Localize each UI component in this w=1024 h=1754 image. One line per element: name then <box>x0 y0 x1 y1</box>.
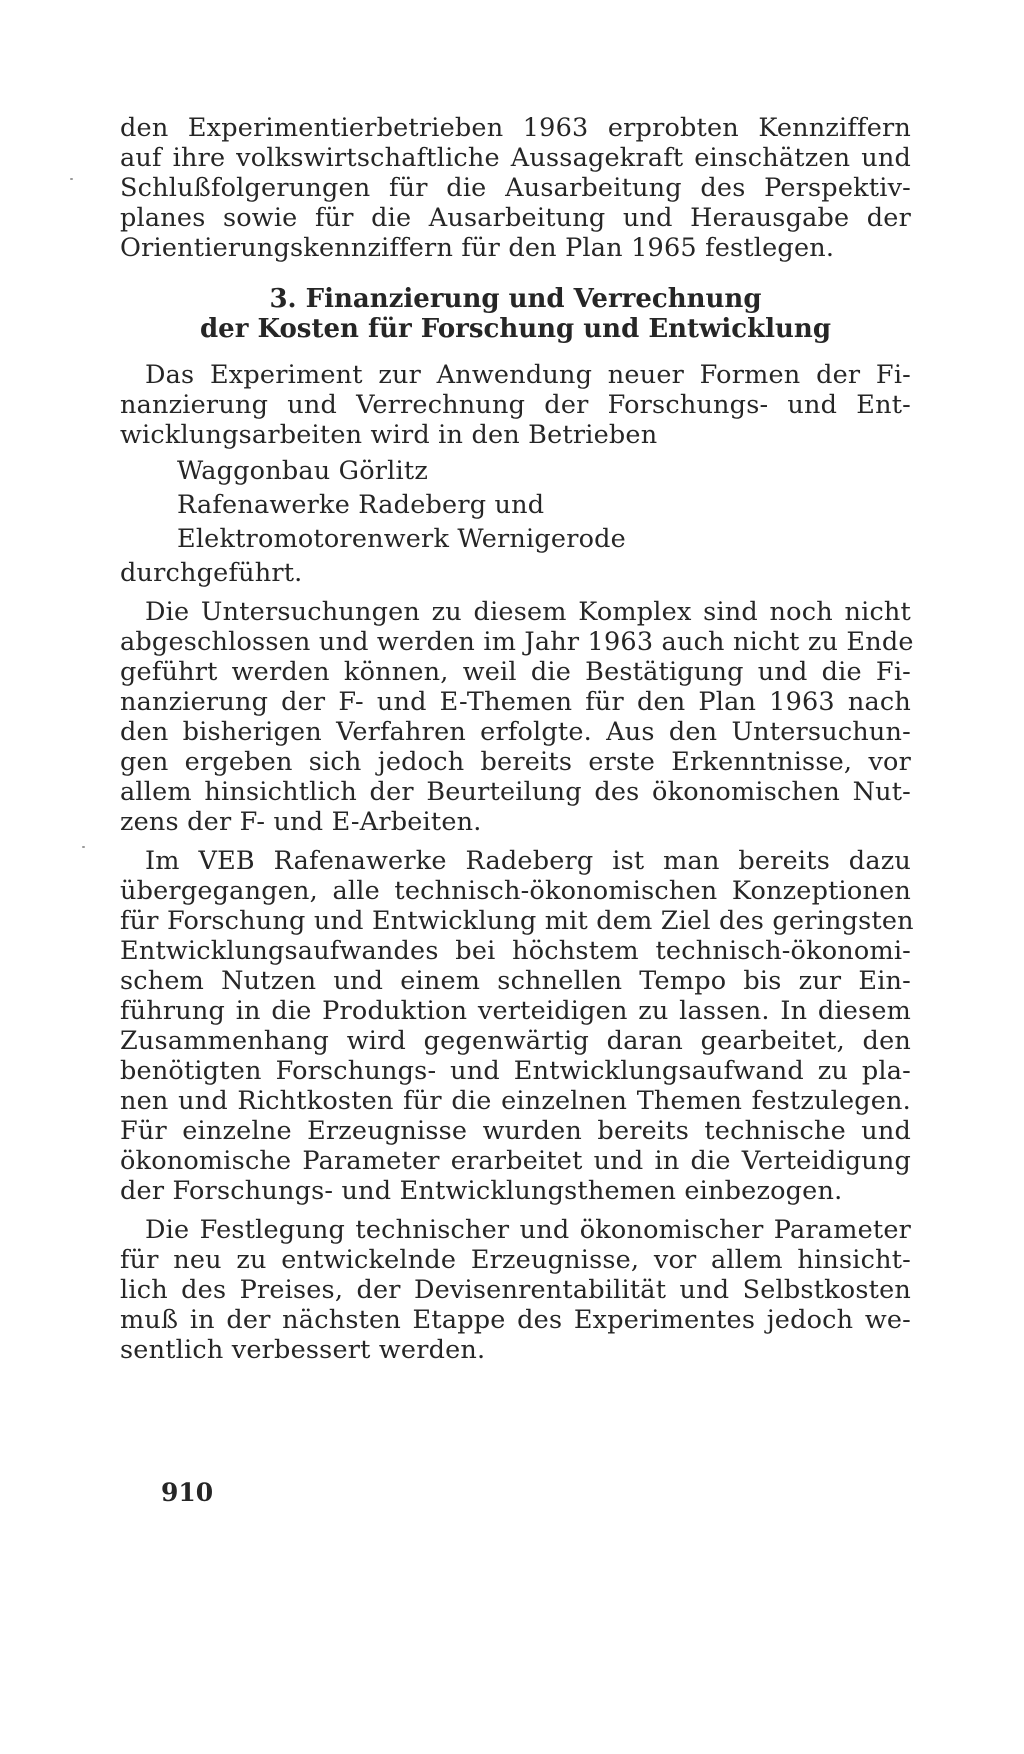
paragraph-line: Entwicklungsaufwandes bei höchstem technisch-ökonomi- <box>120 936 911 966</box>
intro-line: Schlußfolgerungen für die Ausarbeitung des Perspektiv- <box>120 173 911 203</box>
company-item: Rafenawerke Radeberg und <box>177 490 545 520</box>
section-heading-line-2: der Kosten für Forschung und Entwicklung <box>199 314 832 344</box>
paragraph-line: lich des Preises, der Devisenrentabilität und Selbstkosten <box>120 1275 911 1305</box>
intro-line: auf ihre volkswirtschaftliche Aussagekraft einschätzen und <box>120 143 911 173</box>
scan-speck <box>82 846 85 848</box>
paragraph-line: Für einzelne Erzeugnisse wurden bereits technische und <box>120 1116 911 1146</box>
paragraph-line: abgeschlossen und werden im Jahr 1963 auch nicht zu Ende <box>120 627 914 657</box>
paragraph-line: übergegangen, alle technisch-ökonomischen Konzeptionen <box>120 876 911 906</box>
paragraph-line: Das Experiment zur Anwendung neuer Formen der Fi- <box>145 360 911 390</box>
paragraph-line: zens der F- und E-Arbeiten. <box>120 807 482 837</box>
intro-line: den Experimentierbetrieben 1963 erprobten Kennziffern <box>120 113 911 143</box>
page-number: 910 <box>161 1478 214 1507</box>
intro-line: planes sowie für die Ausarbeitung und Herausgabe der <box>120 203 911 233</box>
intro-line: Orientierungskennziffern für den Plan 1965 festlegen. <box>120 233 835 263</box>
paragraph-line: nanzierung der F- und E-Themen für den Plan 1963 nach <box>120 687 911 717</box>
paragraph-line: für Forschung und Entwicklung mit dem Ziel des geringsten <box>120 906 914 936</box>
paragraph-line: den bisherigen Verfahren erfolgte. Aus den Untersuchun- <box>120 717 911 747</box>
paragraph-line: muß in der nächsten Etappe des Experimentes jedoch we- <box>120 1305 911 1335</box>
paragraph-line: Die Untersuchungen zu diesem Komplex sind noch nicht <box>145 597 911 627</box>
paragraph-line: Im VEB Rafenawerke Radeberg ist man bereits dazu <box>145 846 911 876</box>
paragraph-line: der Forschungs- und Entwicklungsthemen einbezogen. <box>120 1176 843 1206</box>
paragraph-line: wicklungsarbeiten wird in den Betrieben <box>120 420 658 450</box>
paragraph-line: geführt werden können, weil die Bestätigung und die Fi- <box>120 657 911 687</box>
paragraph-line: Die Festlegung technischer und ökonomischer Parameter <box>145 1215 911 1245</box>
scan-speck <box>70 178 73 180</box>
paragraph-line: gen ergeben sich jedoch bereits erste Erkenntnisse, vor <box>120 747 911 777</box>
paragraph-line: nen und Richtkosten für die einzelnen Themen festzulegen. <box>120 1086 911 1116</box>
paragraph-line: benötigten Forschungs- und Entwicklungsaufwand zu pla- <box>120 1056 911 1086</box>
paragraph-line: Zusammenhang wird gegenwärtig daran gearbeitet, den <box>120 1026 911 1056</box>
section-heading-line-1: 3. Finanzierung und Verrechnung <box>269 284 762 314</box>
paragraph-line: führung in die Produktion verteidigen zu lassen. In diesem <box>120 996 911 1026</box>
paragraph-line: allem hinsichtlich der Beurteilung des ökonomischen Nut- <box>120 777 911 807</box>
paragraph-line: sentlich verbessert werden. <box>120 1335 486 1365</box>
paragraph-line: schem Nutzen und einem schnellen Tempo bis zur Ein- <box>120 966 911 996</box>
company-item: Waggonbau Görlitz <box>177 456 428 486</box>
paragraph-line: nanzierung und Verrechnung der Forschungs- und Ent- <box>120 390 911 420</box>
paragraph-line: für neu zu entwickelnde Erzeugnisse, vor allem hinsicht- <box>120 1245 911 1275</box>
company-item: Elektromotorenwerk Wernigerode <box>177 524 626 554</box>
paragraph-line: durchgeführt. <box>120 558 303 588</box>
paragraph-line: ökonomische Parameter erarbeitet und in die Verteidigung <box>120 1146 911 1176</box>
